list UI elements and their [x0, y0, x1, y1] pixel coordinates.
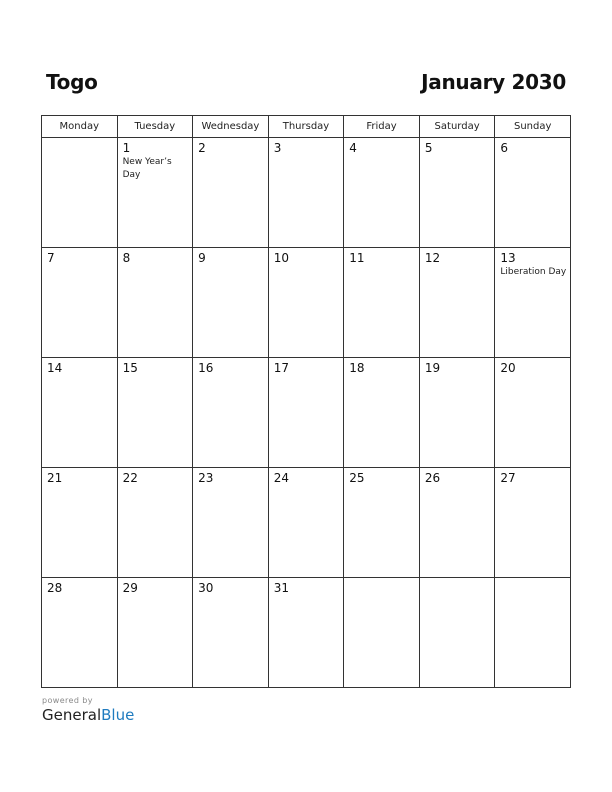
day-cell — [42, 578, 118, 688]
day-number: 28 — [47, 581, 63, 595]
day-cell — [419, 138, 495, 248]
day-cell — [419, 248, 495, 358]
day-cell — [268, 248, 344, 358]
weekday-thursday: Thursday — [268, 116, 344, 138]
day-cell — [42, 248, 118, 358]
day-number: 7 — [47, 251, 55, 265]
day-number: 30 — [198, 581, 214, 595]
day-cell — [419, 578, 495, 688]
day-number: 23 — [198, 471, 214, 485]
day-number: 27 — [500, 471, 516, 485]
holiday-label: New Year’s Day — [122, 157, 172, 180]
week-row — [42, 358, 571, 468]
weekday-header-row — [42, 116, 571, 138]
day-cell — [495, 248, 571, 358]
day-number: 26 — [424, 471, 441, 485]
weekday-saturday: Saturday — [419, 116, 495, 138]
day-cell — [117, 358, 193, 468]
day-cell — [495, 138, 571, 248]
day-cell — [42, 468, 118, 578]
day-cell — [193, 248, 269, 358]
day-cell — [42, 138, 118, 248]
day-number: 1 — [122, 141, 131, 155]
day-number: 3 — [273, 141, 282, 155]
weekday-sunday: Sunday — [495, 116, 571, 138]
day-number: 12 — [424, 251, 441, 265]
day-cell — [117, 248, 193, 358]
day-cell — [268, 578, 344, 688]
weekday-friday: Friday — [344, 116, 420, 138]
weekday-monday: Monday — [42, 116, 118, 138]
weekday-tuesday: Tuesday — [117, 116, 193, 138]
week-row — [42, 578, 571, 688]
calendar-grid — [41, 115, 571, 688]
day-number: 10 — [273, 251, 289, 265]
day-number: 14 — [47, 361, 63, 375]
day-number — [495, 578, 570, 581]
day-cell — [419, 468, 495, 578]
day-cell — [117, 468, 193, 578]
day-number: 11 — [349, 251, 365, 265]
day-cell — [193, 358, 269, 468]
month-title: January 2030 — [421, 70, 566, 94]
day-number: 9 — [198, 251, 206, 265]
day-cell — [193, 138, 269, 248]
day-cell — [344, 138, 420, 248]
day-cell — [268, 358, 344, 468]
day-number: 6 — [500, 141, 509, 155]
footer-branding — [42, 696, 134, 724]
day-number: 17 — [273, 361, 289, 375]
day-cell — [344, 358, 420, 468]
weekday-wednesday: Wednesday — [193, 116, 269, 138]
day-number: 19 — [424, 361, 441, 375]
day-cell — [268, 138, 344, 248]
day-cell — [419, 358, 495, 468]
day-number: 2 — [198, 141, 206, 155]
day-number: 25 — [349, 471, 365, 485]
day-cell — [117, 578, 193, 688]
holiday-label: Liberation Day — [500, 267, 567, 277]
day-cell — [495, 468, 571, 578]
day-cell — [193, 468, 269, 578]
brand-general-text: General — [42, 706, 102, 724]
day-number: 15 — [122, 361, 138, 375]
week-row — [42, 468, 571, 578]
day-number: 16 — [198, 361, 214, 375]
country-title: Togo — [46, 70, 98, 94]
day-cell — [344, 248, 420, 358]
day-number: 4 — [349, 141, 357, 155]
day-number: 31 — [273, 581, 289, 595]
week-row — [42, 248, 571, 358]
day-number: 21 — [47, 471, 63, 485]
day-number: 22 — [122, 471, 138, 485]
day-cell — [344, 468, 420, 578]
day-number: 20 — [500, 361, 516, 375]
brand-blue-text: Blue — [101, 706, 135, 724]
day-cell — [495, 358, 571, 468]
day-cell — [117, 138, 193, 248]
day-number — [42, 138, 117, 141]
day-number: 18 — [349, 361, 365, 375]
week-row — [42, 138, 571, 248]
day-cell — [268, 468, 344, 578]
day-cell — [193, 578, 269, 688]
day-number: 13 — [500, 251, 516, 265]
day-number: 8 — [122, 251, 131, 265]
day-cell — [495, 578, 571, 688]
day-number: 5 — [424, 141, 433, 155]
day-number — [344, 578, 419, 581]
day-cell — [344, 578, 420, 688]
generalblue-logo — [42, 706, 134, 724]
day-cell — [42, 358, 118, 468]
powered-by-label: powered by — [42, 696, 93, 705]
day-number — [420, 578, 495, 581]
day-number: 29 — [122, 581, 138, 595]
day-number: 24 — [273, 471, 289, 485]
